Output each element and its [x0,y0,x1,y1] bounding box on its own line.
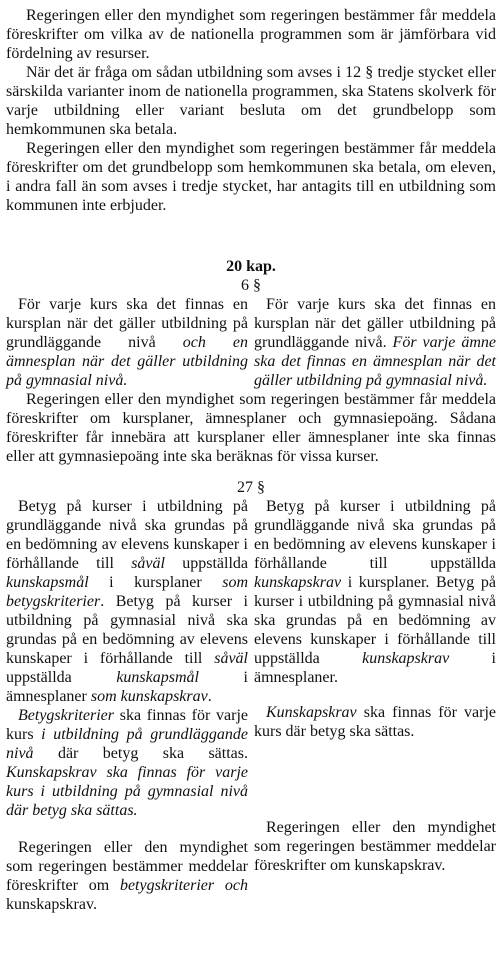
text-run: ska finnas för varje kurs [6,707,248,743]
text-run: uppställda [6,669,117,686]
section-27-left-paragraph-1 [6,497,248,706]
section-6-number: 6 § [241,277,261,294]
text-run: i kursplaner [88,574,223,591]
italic-text-run: Kunskapskrav ska finnas för varje kurs i utbildning på gymnasial nivå där betyg ska sättas. [6,764,248,819]
intro-paragraph-1: Regeringen eller den myndighet som regeringen bestämmer får meddela föreskrifter om vilka av de nationella programmen som är jämförbara vid fördelning av resurser. [6,7,496,62]
section-6-right-paragraph [254,295,496,390]
intro-paragraph-3: Regeringen eller den myndighet som regeringen bestämmer får meddela föreskrifter om det grundbelopp som hemkommunen ska betala, om eleven, i andra fall än som avses i tredje stycket, har antagits till en utbildning som kommunen inte erbjuder. [6,140,496,214]
section-27-current-text [6,497,248,914]
text-run: Betyg på kurser i utbildning på grundläggande nivå ska grundas på en bedömning av elevens kunskaper i förhållande till [6,498,248,572]
italic-text-run: och en ämnesplan när det gäller utbildning på gymnasial nivå. [6,334,249,389]
italic-text-run: kunskapsmål [6,574,89,591]
text-run: där betyg ska sättas. [33,745,248,762]
italic-text-run: kunskapsmål [116,669,199,686]
italic-text-run: såväl [214,650,248,667]
italic-text-run: kunskapskrav [362,650,450,667]
section-6-columns [6,295,496,390]
text-run: kunskapskrav. [6,896,97,913]
text-run: Betyg på kurser i utbildning på grundläggande nivå ska grundas på en bedömning av elevens kunskaper i förhållande till uppställda [254,498,496,572]
section-6-left-paragraph [6,295,248,390]
italic-text-run: som betygskriterier [6,574,248,610]
section-27-right-paragraph-3 [254,818,496,875]
text-run: i kursplaner. Betyg på kurser i utbildning på gymnasial nivå ska grundas på en bedömning av elevens kunskaper i förhållande till uppställda [254,574,496,667]
section-27-left-paragraph-2 [6,706,248,820]
italic-text-run: betygskriterier och [119,877,248,894]
section-6-proposed-text [254,295,496,390]
italic-text-run: För varje ämne ska det finnas en ämnesplan när det gäller utbildning på gymnasial nivå. [254,334,496,389]
text-run: uppställda [164,555,249,572]
section-27-number: 27 § [237,479,265,496]
text-run: För varje kurs ska det finnas en kursplan när det gäller utbildning på grundläggande nivå [6,296,248,351]
italic-text-run: kunskapskrav [254,574,342,591]
italic-text-run: såväl [131,555,165,572]
section-6-full-width-paragraph: Regeringen eller den myndighet som regeringen bestämmer får meddela föreskrifter om kursplaner, ämnesplaner och gymnasiepoäng. Sådana föreskrifter får innebära att kursplaner eller ämnesplaner inte ska finnas eller att gymnasiepoäng inte ska beräknas för vissa kurser. [6,391,496,465]
italic-text-run: som kunskapskrav [90,688,208,705]
text-run: i ämnesplaner [6,669,248,705]
section-27-right-paragraph-2 [254,703,496,741]
section-6-current-text [6,295,248,390]
chapter-heading: 20 kap. [226,258,276,275]
italic-text-run: Kunskapskrav [266,704,357,721]
section-27-proposed-text [254,497,496,914]
text-run: ska finnas för varje kurs där betyg ska sättas. [254,704,496,740]
text-run: i ämnesplaner. [254,650,496,686]
intro-paragraph-2: När det är fråga om sådan utbildning som avses i 12 § tredje stycket eller särskilda varianter inom de nationella programmen, ska Statens skolverk för varje utbildning eller variant besluta om det grundbelopp som hemkommunen ska betala. [6,64,496,138]
text-run: . [207,688,212,705]
italic-text-run: Betygskriterier [18,707,114,724]
text-run: Regeringen eller den myndighet som regeringen bestämmer meddelar föreskrifter om kunskapskrav. [254,819,496,874]
text-run: . Betyg på kurser i utbildning på gymnasial nivå ska grundas på en bedömning av elevens kunskaper i förhållande till [6,593,248,667]
italic-text-run: i utbildning på grundläggande nivå [6,726,248,762]
section-27-columns [6,497,496,914]
text-run: Regeringen eller den myndighet som regeringen bestämmer meddelar föreskrifter om [6,839,248,894]
section-27-right-paragraph-1 [254,497,496,687]
section-27-left-paragraph-3 [6,838,248,914]
text-run: För varje kurs ska det finnas en kursplan när det gäller utbildning på grundläggande nivå. [254,296,496,351]
